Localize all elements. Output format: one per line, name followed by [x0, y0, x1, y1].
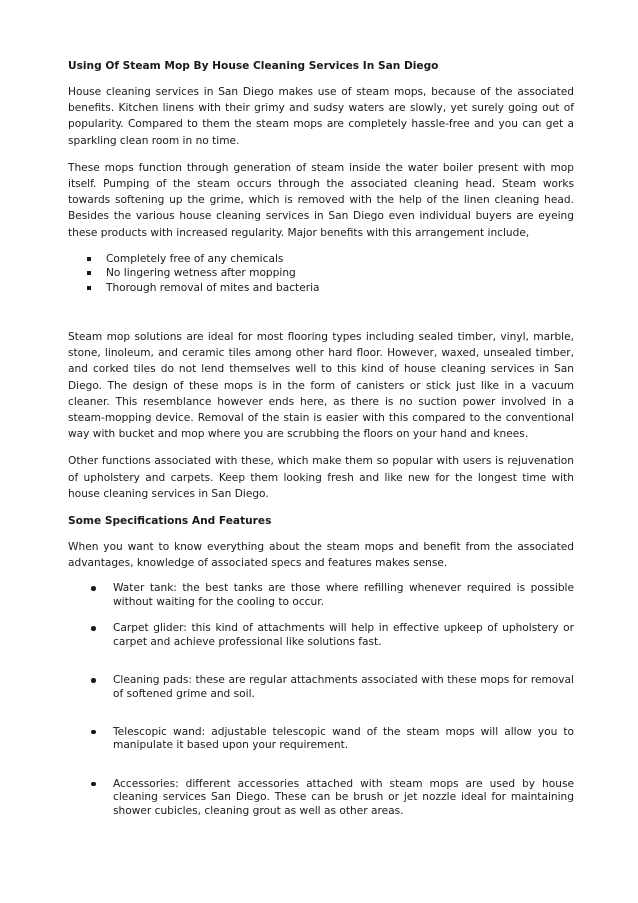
square-bullet-icon — [87, 257, 91, 261]
bullet-icon — [91, 626, 96, 631]
benefits-list — [68, 252, 574, 295]
square-bullet-icon — [87, 286, 91, 290]
function-paragraph: These mops function through generation of steam inside the water boiler present with mop itself. Pumping of the steam occurs through the associated cleaning head. Steam works towards softening up the grime, which is removed with the help of the linen cleaning head. Besides the various house cleaning services in San Diego even individual buyers are eyeing these products with increased regularity. Major benefits with this arrangement include, — [68, 161, 574, 239]
functions-paragraph: Other functions associated with these, which make them so popular with users is rejuvenation of upholstery and carpets. Keep them looking fresh and like new for the longest time with house cleaning services in San Diego. — [68, 455, 574, 500]
bullet-icon — [91, 730, 96, 735]
list-item: Telescopic wand: adjustable telescopic wand of the steam mops will allow you to manipulate it based upon your requirement. — [68, 726, 574, 753]
specs-intro-paragraph: When you want to know everything about the steam mops and benefit from the associated advantages, knowledge of associated specs and features makes sense. — [68, 541, 574, 570]
list-item: Thorough removal of mites and bacteria — [68, 281, 574, 295]
bullet-icon — [91, 678, 96, 683]
intro-paragraph: House cleaning services in San Diego makes use of steam mops, because of the associated benefits. Kitchen linens with their grimy and sudsy waters are slowly, yet surely going out of popularity. Compared to them the steam mops are completely hassle-free and you can get a sparkling clean room in no time. — [68, 86, 574, 147]
list-item: No lingering wetness after mopping — [68, 266, 574, 280]
list-item: Accessories: different accessories attached with steam mops are used by house cleaning services San Diego. These can be brush or jet nozzle ideal for maintaining shower cubicles, cleaning grout as well as other areas. — [68, 778, 574, 818]
list-item: Completely free of any chemicals — [68, 252, 574, 266]
features-list — [68, 582, 574, 817]
document-page — [68, 58, 574, 818]
document-title: Using Of Steam Mop By House Cleaning Services In San Diego — [68, 60, 439, 72]
flooring-paragraph: Steam mop solutions are ideal for most flooring types including sealed timber, vinyl, marble, stone, linoleum, and ceramic tiles among other hard floor. However, waxed, unsealed timber, and corked tiles do not lend themselves well to this kind of house cleaning services in San Diego. The design of these mops is in the form of canisters or stick just like in a vacuum cleaner. This resemblance however ends here, as there is no suction power involved in a steam-mopping device. Removal of the stain is easier with this compared to the conventional way with bucket and mop where you are scrubbing the floors on your hand and knees. — [68, 331, 574, 441]
list-item: Cleaning pads: these are regular attachments associated with these mops for removal of softened grime and soil. — [68, 674, 574, 701]
square-bullet-icon — [87, 271, 91, 275]
list-item: Carpet glider: this kind of attachments will help in effective upkeep of upholstery or carpet and achieve professional like solutions fast. — [68, 622, 574, 649]
list-item: Water tank: the best tanks are those where refilling whenever required is possible without waiting for the cooling to occur. — [68, 582, 574, 609]
bullet-icon — [91, 782, 96, 787]
section-heading: Some Specifications And Features — [68, 515, 272, 528]
bullet-icon — [91, 586, 96, 591]
